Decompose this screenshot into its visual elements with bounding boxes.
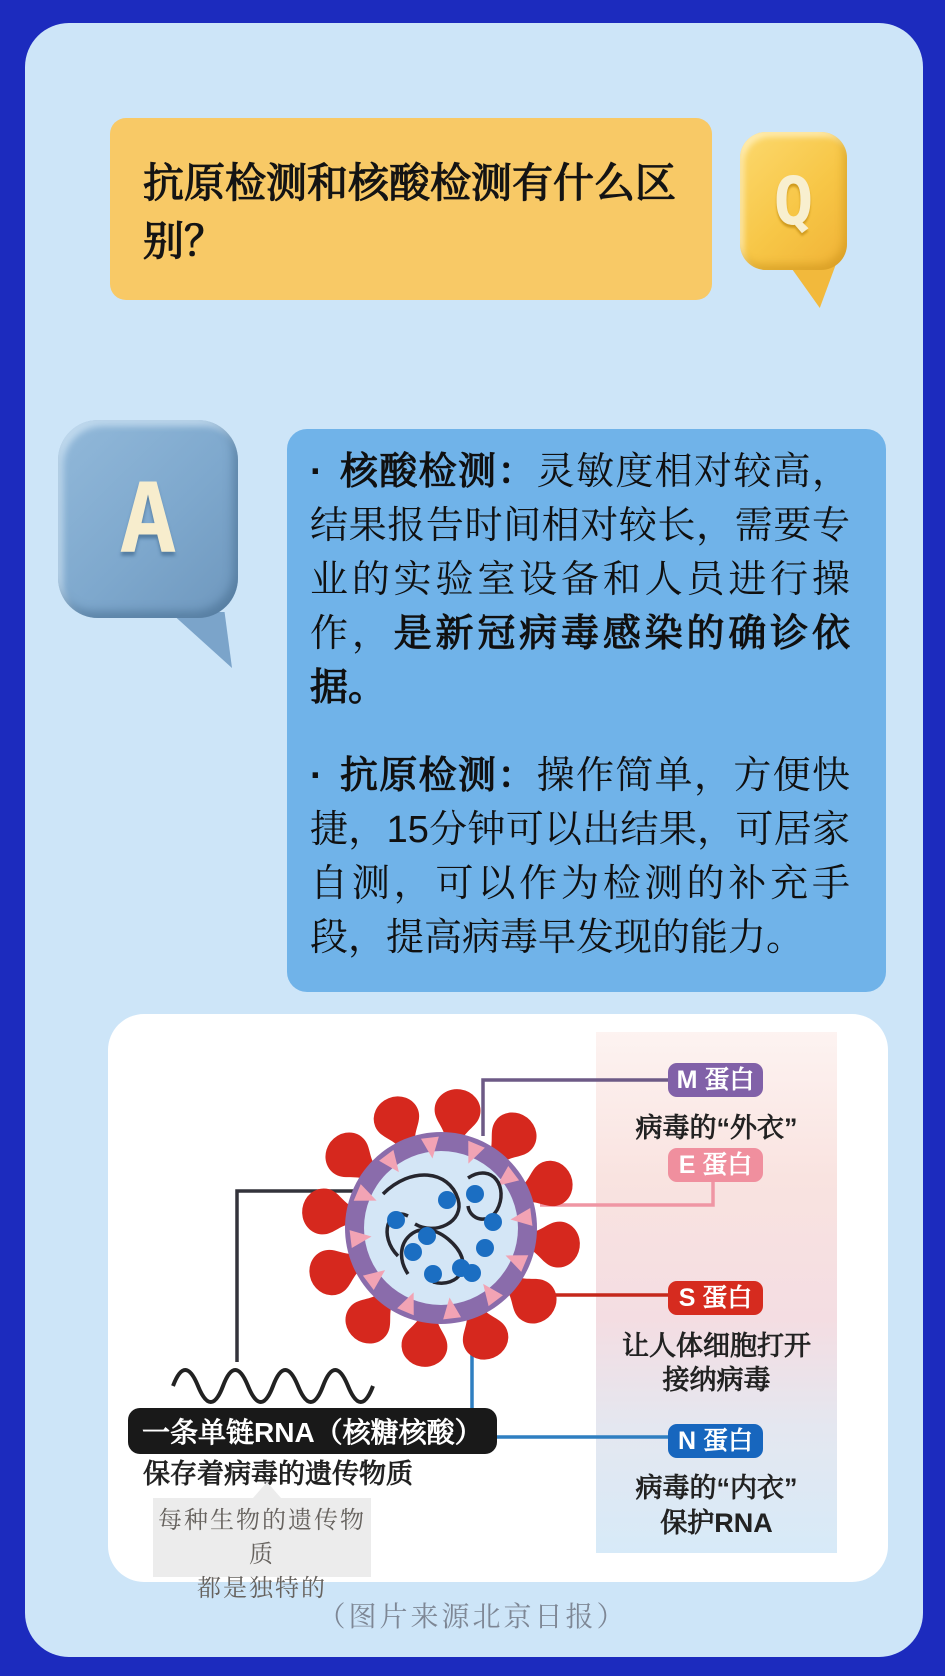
s-protein-desc-1: 让人体细胞打开	[622, 1331, 811, 1361]
answer-item-nucleic-acid	[310, 445, 850, 715]
q-letter: Q	[773, 162, 814, 240]
n-protein-desc-2: 保护RNA	[660, 1508, 773, 1538]
answer-item1-body: 灵敏度相对较高，结果报告时间相对较长，需要专业的实验室设备和人员进行操作，	[310, 451, 850, 655]
answer-item1-emphasis: 是新冠病毒感染的确诊依据。	[310, 613, 850, 709]
bullet: ·	[310, 755, 323, 797]
m-protein-desc: 病毒的“外衣”	[635, 1113, 798, 1143]
virus-diagram-card	[108, 1014, 888, 1602]
e-protein-label: E 蛋白	[668, 1148, 763, 1182]
m-protein-label: M 蛋白	[668, 1063, 763, 1097]
rna-strand-wave	[173, 1370, 373, 1402]
n-protein-label: N 蛋白	[668, 1424, 763, 1458]
answer-item2-body: 操作简单，方便快捷，15分钟可以出结果，可居家自测，可以作为检测的补充手段，提高病毒早发现的能力。	[310, 755, 850, 959]
note-line-2: 都是独特的	[197, 1576, 327, 1602]
question-card	[110, 118, 712, 300]
genetic-note-bubble	[153, 1498, 371, 1602]
question-bubble-icon	[740, 128, 852, 304]
virus-particle	[299, 1086, 583, 1370]
image-source-caption: （图片来源北京日报）	[317, 1601, 628, 1632]
answer-item2-title: 抗原检测：	[338, 755, 537, 797]
rna-description: 保存着病毒的遗传物质	[143, 1459, 413, 1489]
rna-label: 一条单链RNA（核糖核酸）	[128, 1408, 497, 1454]
answer-card	[287, 429, 886, 992]
n-protein-desc-1: 病毒的“内衣”	[635, 1473, 798, 1503]
bullet: ·	[310, 451, 323, 493]
a-letter: A	[119, 463, 177, 575]
question-text: 抗原检测和核酸检测有什么区别？	[143, 160, 676, 264]
answer-item-antigen	[310, 749, 850, 965]
answer-bubble-icon	[58, 420, 244, 652]
s-protein-desc-2: 接纳病毒	[662, 1365, 771, 1395]
answer-item1-title: 核酸检测：	[338, 451, 537, 493]
s-protein-label: S 蛋白	[668, 1281, 763, 1315]
question-bubble-tail	[782, 264, 836, 308]
note-line-1: 每种生物的遗传物质	[158, 1508, 366, 1568]
